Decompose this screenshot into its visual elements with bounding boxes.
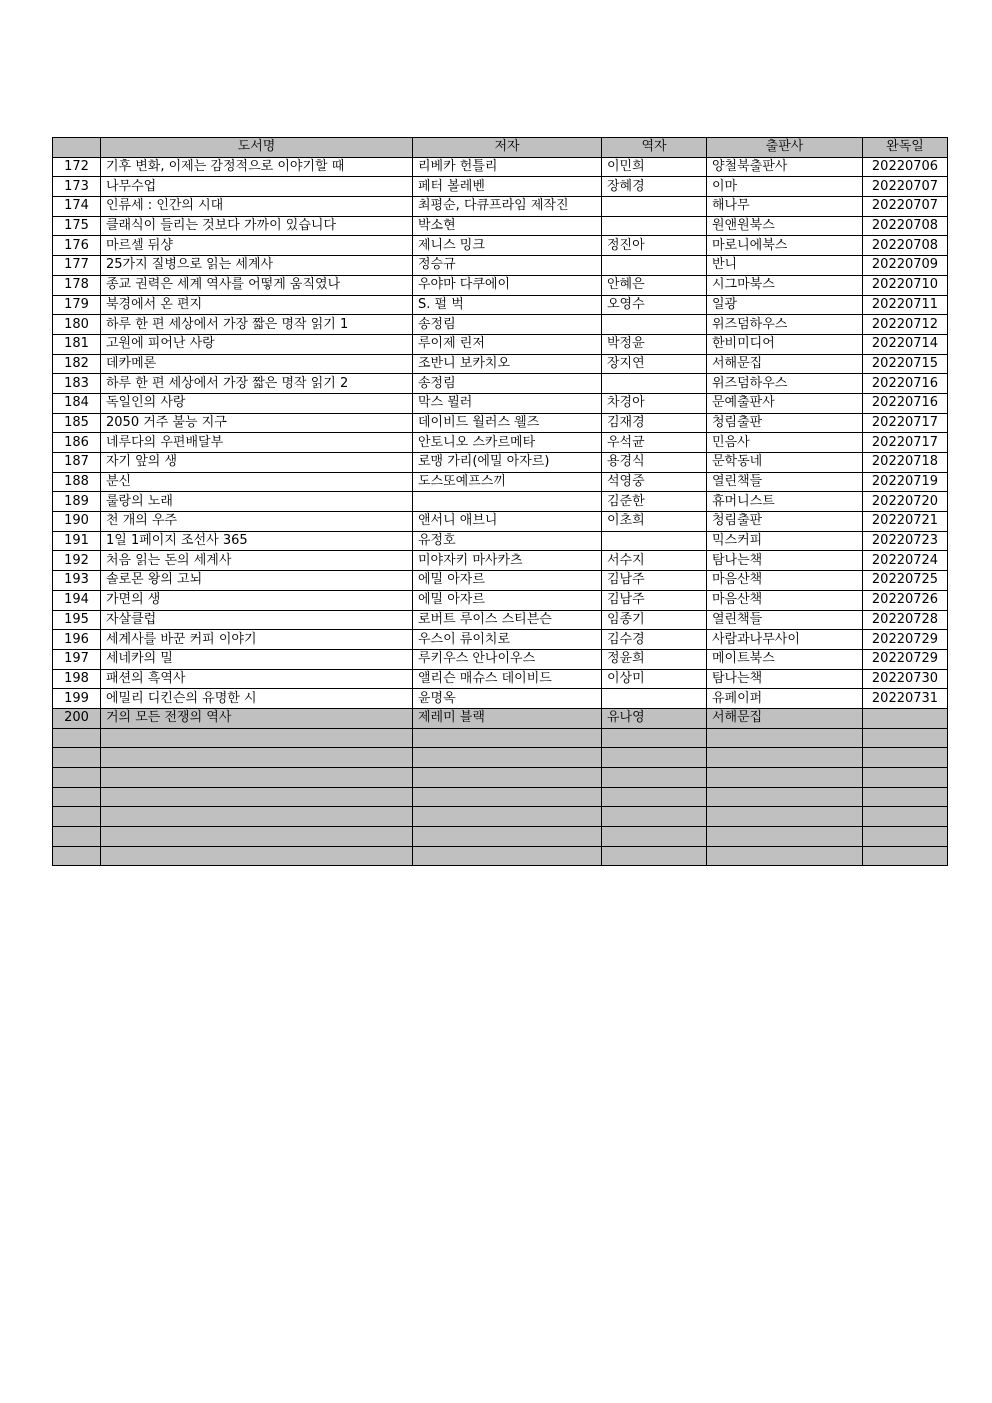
cell-publisher: 서해문집 [707, 708, 863, 728]
cell-title: 하루 한 편 세상에서 가장 짧은 명작 읽기 2 [101, 374, 413, 394]
cell-author: 우스이 류이치로 [413, 630, 602, 650]
cell-publisher: 마로니에북스 [707, 236, 863, 256]
cell-publisher: 마음산책 [707, 571, 863, 591]
cell-title: 처음 읽는 돈의 세계사 [101, 551, 413, 571]
cell-finished-date: 20220721 [863, 512, 948, 532]
cell-author: 유정호 [413, 531, 602, 551]
cell-number: 186 [53, 433, 101, 453]
table-row [53, 846, 948, 866]
cell-number [53, 846, 101, 866]
cell-publisher: 청림출판 [707, 413, 863, 433]
cell-author: 조반니 보카치오 [413, 354, 602, 374]
cell-finished-date: 20220716 [863, 393, 948, 413]
cell-number [53, 827, 101, 847]
cell-author: 막스 뮐러 [413, 393, 602, 413]
cell-author [413, 492, 602, 512]
cell-finished-date: 20220725 [863, 571, 948, 591]
cell-title: 분신 [101, 472, 413, 492]
cell-title [101, 728, 413, 748]
cell-finished-date: 20220707 [863, 177, 948, 197]
cell-translator: 정윤희 [602, 649, 707, 669]
cell-finished-date: 20220714 [863, 334, 948, 354]
table-row [53, 571, 948, 591]
cell-finished-date: 20220707 [863, 197, 948, 217]
cell-number: 180 [53, 315, 101, 335]
cell-author: 박소현 [413, 216, 602, 236]
cell-publisher: 탐나는책 [707, 551, 863, 571]
cell-number: 190 [53, 512, 101, 532]
cell-translator: 차경아 [602, 393, 707, 413]
cell-author: 데이비드 월러스 웰즈 [413, 413, 602, 433]
cell-translator [602, 531, 707, 551]
cell-number: 175 [53, 216, 101, 236]
cell-translator [602, 197, 707, 217]
table-row [53, 374, 948, 394]
cell-publisher [707, 728, 863, 748]
cell-number: 178 [53, 275, 101, 295]
cell-author [413, 728, 602, 748]
cell-number: 191 [53, 531, 101, 551]
cell-title: 자살클럽 [101, 610, 413, 630]
header-row [53, 138, 948, 158]
cell-finished-date: 20220720 [863, 492, 948, 512]
cell-author: 미야자키 마사카츠 [413, 551, 602, 571]
cell-finished-date: 20220730 [863, 669, 948, 689]
cell-number: 179 [53, 295, 101, 315]
cell-number [53, 748, 101, 768]
cell-publisher [707, 787, 863, 807]
cell-translator: 장혜경 [602, 177, 707, 197]
table-row [53, 275, 948, 295]
table-row [53, 453, 948, 473]
cell-title: 25가지 질병으로 읽는 세계사 [101, 256, 413, 276]
cell-author [413, 748, 602, 768]
cell-translator: 김수경 [602, 630, 707, 650]
cell-number: 193 [53, 571, 101, 591]
cell-number: 176 [53, 236, 101, 256]
cell-title: 세네카의 밀 [101, 649, 413, 669]
cell-finished-date [863, 827, 948, 847]
table-row [53, 748, 948, 768]
cell-title: 가면의 생 [101, 590, 413, 610]
cell-title: 고원에 피어난 사랑 [101, 334, 413, 354]
table-row [53, 197, 948, 217]
cell-publisher [707, 807, 863, 827]
table-row [53, 256, 948, 276]
cell-number: 196 [53, 630, 101, 650]
table-row [53, 393, 948, 413]
cell-publisher: 유페이퍼 [707, 689, 863, 709]
cell-author [413, 827, 602, 847]
cell-finished-date: 20220719 [863, 472, 948, 492]
cell-finished-date: 20220712 [863, 315, 948, 335]
cell-finished-date: 20220710 [863, 275, 948, 295]
cell-publisher: 문예출판사 [707, 393, 863, 413]
cell-publisher: 문학동네 [707, 453, 863, 473]
cell-title [101, 807, 413, 827]
table-row [53, 590, 948, 610]
cell-publisher [707, 827, 863, 847]
table-row [53, 413, 948, 433]
cell-title: 패션의 흑역사 [101, 669, 413, 689]
cell-author: 정승규 [413, 256, 602, 276]
cell-author: 송정림 [413, 315, 602, 335]
cell-translator: 우석균 [602, 433, 707, 453]
cell-author: 에밀 아자르 [413, 571, 602, 591]
cell-finished-date: 20220708 [863, 216, 948, 236]
table-row [53, 689, 948, 709]
cell-publisher: 민음사 [707, 433, 863, 453]
table-row [53, 827, 948, 847]
table-row [53, 669, 948, 689]
cell-number: 183 [53, 374, 101, 394]
cell-translator [602, 846, 707, 866]
header-title: 도서명 [101, 138, 413, 158]
cell-finished-date: 20220723 [863, 531, 948, 551]
cell-finished-date [863, 728, 948, 748]
cell-title [101, 827, 413, 847]
table-row [53, 551, 948, 571]
cell-publisher: 양철북출판사 [707, 157, 863, 177]
cell-finished-date: 20220726 [863, 590, 948, 610]
cell-publisher: 청림출판 [707, 512, 863, 532]
cell-number: 194 [53, 590, 101, 610]
cell-translator [602, 807, 707, 827]
table-row [53, 236, 948, 256]
cell-translator [602, 768, 707, 788]
cell-author: 앤서니 애브니 [413, 512, 602, 532]
cell-author: 루키우스 안나이우스 [413, 649, 602, 669]
cell-publisher: 휴머니스트 [707, 492, 863, 512]
cell-translator [602, 787, 707, 807]
cell-finished-date: 20220706 [863, 157, 948, 177]
cell-number: 200 [53, 708, 101, 728]
cell-finished-date: 20220729 [863, 649, 948, 669]
cell-publisher: 해나무 [707, 197, 863, 217]
cell-title: 에밀리 디킨슨의 유명한 시 [101, 689, 413, 709]
cell-title: 천 개의 우주 [101, 512, 413, 532]
cell-author [413, 787, 602, 807]
table-row [53, 807, 948, 827]
cell-number: 188 [53, 472, 101, 492]
cell-title: 나무수업 [101, 177, 413, 197]
cell-translator: 석영중 [602, 472, 707, 492]
cell-publisher: 위즈덤하우스 [707, 374, 863, 394]
cell-title: 솔로몬 왕의 고뇌 [101, 571, 413, 591]
cell-publisher: 위즈덤하우스 [707, 315, 863, 335]
cell-title: 2050 거주 불능 지구 [101, 413, 413, 433]
cell-translator: 유나영 [602, 708, 707, 728]
cell-author: 루이제 린저 [413, 334, 602, 354]
cell-translator: 김재경 [602, 413, 707, 433]
cell-title: 하루 한 편 세상에서 가장 짧은 명작 읽기 1 [101, 315, 413, 335]
cell-publisher: 시그마북스 [707, 275, 863, 295]
cell-title: 마르셀 뒤샹 [101, 236, 413, 256]
cell-author: 안토니오 스카르메타 [413, 433, 602, 453]
cell-number: 199 [53, 689, 101, 709]
table-row [53, 787, 948, 807]
cell-number [53, 768, 101, 788]
cell-finished-date [863, 708, 948, 728]
cell-translator: 이상미 [602, 669, 707, 689]
cell-translator [602, 748, 707, 768]
cell-translator: 용경식 [602, 453, 707, 473]
cell-translator: 이민희 [602, 157, 707, 177]
cell-publisher [707, 846, 863, 866]
cell-publisher: 원앤원북스 [707, 216, 863, 236]
cell-number: 195 [53, 610, 101, 630]
cell-finished-date: 20220717 [863, 413, 948, 433]
cell-translator: 김준한 [602, 492, 707, 512]
cell-number: 184 [53, 393, 101, 413]
cell-finished-date: 20220708 [863, 236, 948, 256]
header-translator: 역자 [602, 138, 707, 158]
table-row [53, 472, 948, 492]
cell-title: 데카메론 [101, 354, 413, 374]
table-row [53, 531, 948, 551]
cell-author: 우야마 다쿠에이 [413, 275, 602, 295]
cell-finished-date: 20220711 [863, 295, 948, 315]
cell-translator: 오영수 [602, 295, 707, 315]
cell-translator [602, 216, 707, 236]
cell-finished-date [863, 787, 948, 807]
cell-publisher: 탐나는책 [707, 669, 863, 689]
table-row [53, 216, 948, 236]
cell-author [413, 768, 602, 788]
cell-finished-date: 20220716 [863, 374, 948, 394]
cell-title: 인류세 : 인간의 시대 [101, 197, 413, 217]
cell-publisher: 사람과나무사이 [707, 630, 863, 650]
table-row [53, 315, 948, 335]
cell-translator: 김남주 [602, 590, 707, 610]
cell-title: 독일인의 사랑 [101, 393, 413, 413]
cell-title: 기후 변화, 이제는 감정적으로 이야기할 때 [101, 157, 413, 177]
cell-number: 177 [53, 256, 101, 276]
cell-author: 도스또예프스끼 [413, 472, 602, 492]
cell-publisher: 열린책들 [707, 472, 863, 492]
table-row [53, 649, 948, 669]
cell-title: 북경에서 온 편지 [101, 295, 413, 315]
table-row [53, 492, 948, 512]
cell-translator: 박정윤 [602, 334, 707, 354]
cell-finished-date: 20220724 [863, 551, 948, 571]
table-row [53, 610, 948, 630]
cell-author: 윤명옥 [413, 689, 602, 709]
cell-author: 제니스 밍크 [413, 236, 602, 256]
cell-translator: 안혜은 [602, 275, 707, 295]
cell-number: 172 [53, 157, 101, 177]
table-row [53, 512, 948, 532]
cell-finished-date [863, 807, 948, 827]
cell-translator [602, 256, 707, 276]
cell-translator [602, 728, 707, 748]
cell-finished-date: 20220717 [863, 433, 948, 453]
table-row [53, 708, 948, 728]
cell-translator [602, 689, 707, 709]
cell-publisher [707, 768, 863, 788]
table-row [53, 157, 948, 177]
cell-translator [602, 827, 707, 847]
table-row [53, 354, 948, 374]
cell-publisher: 마음산책 [707, 590, 863, 610]
cell-finished-date: 20220709 [863, 256, 948, 276]
cell-number: 173 [53, 177, 101, 197]
cell-author: 로맹 가리(에밀 아자르) [413, 453, 602, 473]
cell-number: 198 [53, 669, 101, 689]
table-row [53, 728, 948, 748]
cell-publisher: 반니 [707, 256, 863, 276]
cell-author: 리베카 헌틀리 [413, 157, 602, 177]
table-row [53, 334, 948, 354]
header-number [53, 138, 101, 158]
cell-number [53, 728, 101, 748]
cell-number [53, 787, 101, 807]
cell-publisher: 서해문집 [707, 354, 863, 374]
cell-author: 최평순, 다큐프라임 제작진 [413, 197, 602, 217]
cell-title: 룰랑의 노래 [101, 492, 413, 512]
cell-number: 189 [53, 492, 101, 512]
header-publisher: 출판사 [707, 138, 863, 158]
table-row [53, 433, 948, 453]
cell-publisher: 일광 [707, 295, 863, 315]
cell-author [413, 807, 602, 827]
table-row [53, 768, 948, 788]
cell-title [101, 748, 413, 768]
cell-finished-date: 20220731 [863, 689, 948, 709]
table-row [53, 177, 948, 197]
cell-author: 에밀 아자르 [413, 590, 602, 610]
cell-number: 192 [53, 551, 101, 571]
cell-number: 174 [53, 197, 101, 217]
cell-title: 거의 모든 전쟁의 역사 [101, 708, 413, 728]
cell-author: 제레미 블랙 [413, 708, 602, 728]
cell-title: 세계사를 바꾼 커피 이야기 [101, 630, 413, 650]
cell-finished-date [863, 768, 948, 788]
cell-finished-date: 20220718 [863, 453, 948, 473]
cell-publisher [707, 748, 863, 768]
cell-author: S. 펄 벅 [413, 295, 602, 315]
cell-finished-date: 20220728 [863, 610, 948, 630]
cell-author: 로버트 루이스 스티븐슨 [413, 610, 602, 630]
header-finished-date: 완독일 [863, 138, 948, 158]
cell-title: 1일 1페이지 조선사 365 [101, 531, 413, 551]
cell-number: 187 [53, 453, 101, 473]
cell-title: 클래식이 들리는 것보다 가까이 있습니다 [101, 216, 413, 236]
cell-title: 자기 앞의 생 [101, 453, 413, 473]
cell-number: 181 [53, 334, 101, 354]
cell-translator [602, 315, 707, 335]
cell-publisher: 메이트북스 [707, 649, 863, 669]
table-row [53, 630, 948, 650]
cell-publisher: 열린책들 [707, 610, 863, 630]
cell-finished-date: 20220715 [863, 354, 948, 374]
cell-translator: 임종기 [602, 610, 707, 630]
cell-title: 네루다의 우편배달부 [101, 433, 413, 453]
cell-finished-date [863, 748, 948, 768]
cell-finished-date [863, 846, 948, 866]
cell-publisher: 이마 [707, 177, 863, 197]
cell-number: 182 [53, 354, 101, 374]
header-author: 저자 [413, 138, 602, 158]
cell-title [101, 768, 413, 788]
cell-translator: 장지연 [602, 354, 707, 374]
cell-author [413, 846, 602, 866]
cell-translator: 서수지 [602, 551, 707, 571]
cell-number [53, 807, 101, 827]
cell-translator: 김남주 [602, 571, 707, 591]
cell-number: 197 [53, 649, 101, 669]
cell-author: 앨리슨 매슈스 데이비드 [413, 669, 602, 689]
cell-author: 페터 볼레벤 [413, 177, 602, 197]
cell-publisher: 믹스커피 [707, 531, 863, 551]
cell-translator [602, 374, 707, 394]
reading-log-table [52, 137, 948, 866]
cell-publisher: 한비미디어 [707, 334, 863, 354]
cell-translator: 정진아 [602, 236, 707, 256]
cell-title [101, 846, 413, 866]
cell-number: 185 [53, 413, 101, 433]
table-row [53, 295, 948, 315]
cell-author: 송정림 [413, 374, 602, 394]
cell-title [101, 787, 413, 807]
cell-title: 종교 권력은 세계 역사를 어떻게 움직였나 [101, 275, 413, 295]
cell-finished-date: 20220729 [863, 630, 948, 650]
cell-translator: 이초희 [602, 512, 707, 532]
